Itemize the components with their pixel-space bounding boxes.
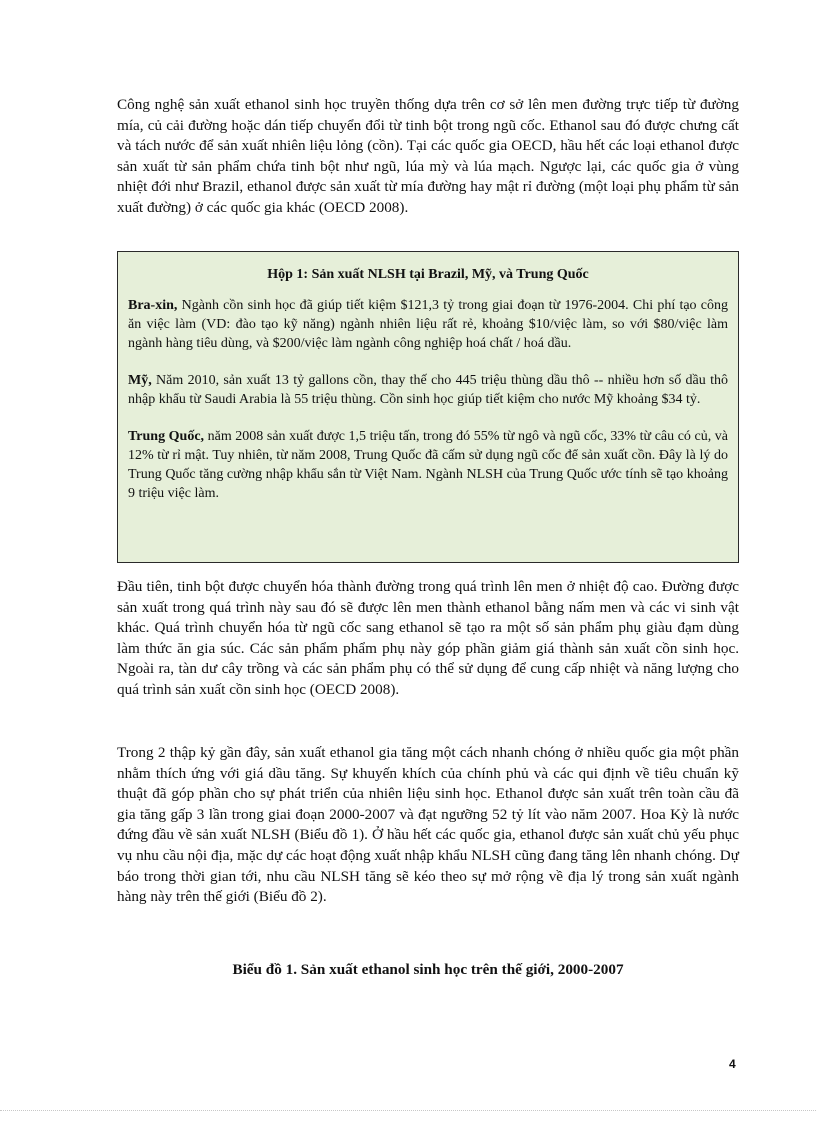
box-item-lead: Trung Quốc, <box>128 429 205 444</box>
box-item-text: năm 2008 sản xuất được 1,5 triệu tấn, trong đó 55% từ ngô và ngũ cốc, 33% từ câu có củ, và 12% từ rỉ mật. Tuy nhiên, từ năm 2008, Trung Quốc đã cấm sử dụng ngũ cốc để sản xuất cồn. Đây là lý do Trung Quốc tăng cường nhập khẩu sắn từ Việt Nam. Ngành NLSH của Trung Quốc ước tính sẽ tạo khoảng 9 triệu việc làm. <box>128 429 728 501</box>
info-box <box>117 251 739 563</box>
body-paragraph: Trong 2 thập kỷ gần đây, sản xuất ethanol gia tăng một cách nhanh chóng ở nhiều quốc gia một phần nhằm thích ứng với giá dầu tăng. Sự khuyến khích của chính phủ và các qui định về tiêu chuẩn kỹ thuật đã góp phần cho sự phát triển của nhiên liệu sinh học. Ethanol được sản xuất trên toàn cầu đã gia tăng gấp 3 lần trong giai đoạn 2000-2007 và đạt ngưỡng 52 tỷ lít vào năm 2007. Hoa Kỳ là nước đứng đầu về sản xuất NLSH (Biểu đồ 1). Ở hầu hết các quốc gia, ethanol được sản xuất chủ yếu phục vụ nhu cầu nội địa, mặc dự các hoạt động xuất nhập khẩu NLSH cũng đang tăng lên nhanh chóng. Dự báo trong thời gian tới, nhu cầu NLSH tăng sẽ kéo theo sự mở rộng về địa lý trong sản xuất ngành hàng này trên thế giới (Biểu đồ 2). <box>117 744 739 906</box>
box-item-lead: Bra-xin, <box>128 298 178 313</box>
box-item-lead: Mỹ, <box>128 373 152 388</box>
box-item-text: Ngành cồn sinh học đã giúp tiết kiệm $121,3 tỷ trong giai đoạn từ 1976-2004. Chi phí tạo công ăn việc làm (VD: đào tạo kỹ năng) ngành nhiên liệu rất rẻ, khoảng $10/việc làm, so với $80/việc làm ngành hàng tiêu dùng, và $200/việc làm ngành công nghiệp hoá chất / hoá dầu. <box>128 298 728 351</box>
footer-divider <box>0 1110 816 1111</box>
body-paragraph: Đầu tiên, tinh bột được chuyển hóa thành đường trong quá trình lên men ở nhiệt độ cao. Đường được sản xuất trong quá trình này sau đó sẽ được lên men thành ethanol bằng nấm men và các vi sinh vật khác. Quá trình chuyển hóa từ ngũ cốc sang ethanol sẽ tạo ra một số sản phẩm phụ giàu đạm dùng làm thức ăn gia súc. Các sản phẩm phẩm phụ này góp phần giảm giá thành sản xuất cồn sinh học. Ngoài ra, tàn dư cây trồng và các sản phẩm phụ có thể sử dụng để cung cấp nhiệt và năng lượng cho quá trình sản xuất cồn sinh học (OECD 2008). <box>117 578 739 698</box>
box-item-china <box>128 427 728 503</box>
box-item-brazil <box>128 296 728 353</box>
box-item-text: Năm 2010, sản xuất 13 tỷ gallons cồn, thay thế cho 445 triệu thùng dầu thô -- nhiều hơn số dầu thô nhập khẩu từ Saudi Arabia là 55 triệu thùng. Cồn sinh học giúp tiết kiệm cho nước Mỹ khoảng $34 tỷ. <box>128 373 728 407</box>
box-title: Hộp 1: Sản xuất NLSH tại Brazil, Mỹ, và Trung Quốc <box>267 267 589 282</box>
box-item-usa <box>128 371 728 409</box>
body-paragraph: Công nghệ sản xuất ethanol sinh học truyền thống dựa trên cơ sở lên men đường trực tiếp từ đường mía, củ cải đường hoặc dán tiếp chuyển đổi từ tinh bột trong ngũ cốc. Ethanol sau đó được chưng cất và tách nước để sản xuất nhiên liệu lỏng (cồn). Tại các quốc gia OECD, hầu hết các loại ethanol được sản xuất từ sản phẩm chứa tinh bột như ngũ, lúa mỳ và lúa mạch. Ngược lại, các quốc gia ở vùng nhiệt đới như Brazil, ethanol được sản xuất từ mía đường hay mật rỉ đường (một loại phụ phẩm từ sản xuất đường) ở các quốc gia khác (OECD 2008). <box>117 96 739 216</box>
figure-caption: Biểu đồ 1. Sản xuất ethanol sinh học trên thế giới, 2000-2007 <box>232 961 624 978</box>
page-number: 4 <box>729 1057 736 1071</box>
